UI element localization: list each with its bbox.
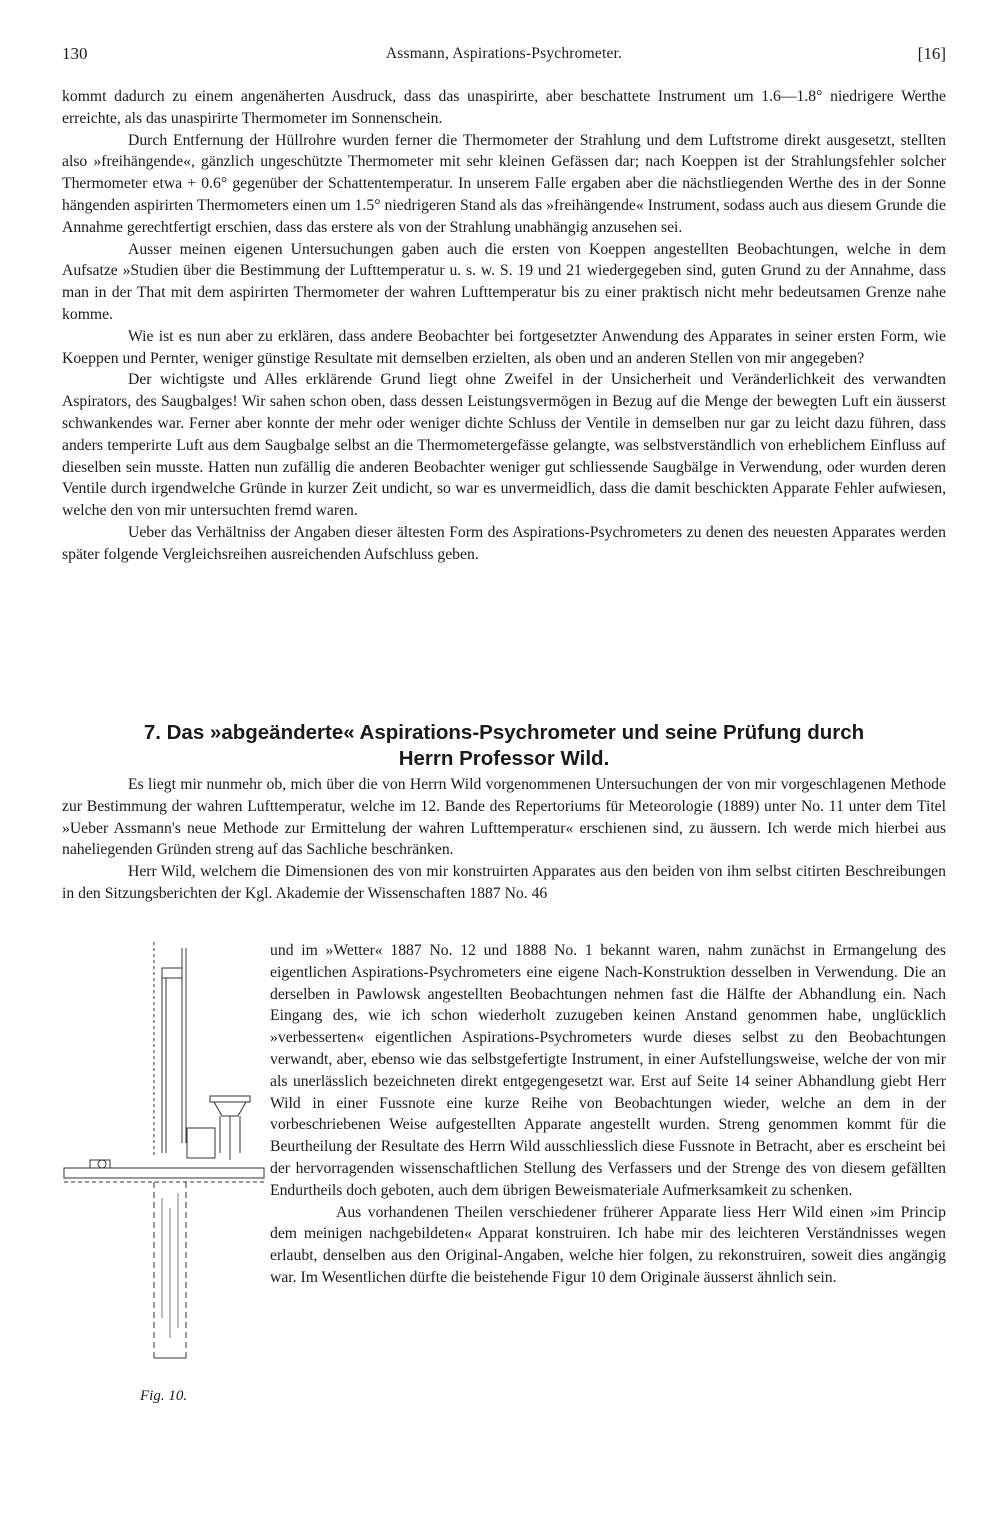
section-text xyxy=(62,774,946,905)
paragraph: und im »Wetter« 1887 No. 12 und 1888 No. 1 bekannt waren, nahm zunächst in Ermangelung des eigentlichen Aspirations-Psychrometers eine eigene Nach-Konstruktion desselben in Verwendung. Die an derselben in Pawlowsk angestellten Beobachtungen nehmen fast die Hälfte der Abhandlung ein. Nach Eingang des, wie ich schon wiederholt zuzugeben keinen Anstand genommen habe, unglücklich »verbesserten« eigentlichen Aspirations-Psychrometers wurde dieses selbst zu den Beobachtungen verwandt, aber, ebenso wie das selbstgefertigte Instrument, in einer Aufstellungsweise, welche der von mir als unerlässlich bezeichneten direkt entgegengesetzt war. Erst auf Seite 14 seiner Abhandlung giebt Herr Wild in einer Fussnote eine kurze Reihe von Beobachtungen wieder, welche an dem in der vorbeschriebenen Weise aufgestellten Apparate angestellt wurden. Streng genommen kommt für die Beurtheilung der Resultate des Herrn Wild ausschliesslich diese Fussnote in Betracht, aber es erscheint bei der hervorragenden wissenschaftlichen Stellung des Verfassers und der Strenge des von diesem gefällten Endurtheils doch geboten, auch dem übrigen Beweismateriale Aufmerksamkeit zu schenken. xyxy=(270,942,946,1199)
section-marker: [16] xyxy=(917,44,946,63)
paragraph: Der wichtigste und Alles erklärende Grund liegt ohne Zweifel in der Unsicherheit und Veränderlichkeit des verwandten Aspirators, des Saugbalges! Wir sahen schon oben, dass dessen Leistungsvermögen in Bezug auf die Menge der bewegten Luft ein äusserst schwankendes war. Ferner aber konnte der mehr oder weniger dichte Schluss der Ventile in demselben nur gar zu leicht dazu führen, dass anders temperirte Luft aus dem Saugbalge selbst an die Thermometergefässe gelangte, was selbstverständlich von erheblichem Einfluss auf dieselben sein musste. Hatten nun zufällig die anderen Beobachter weniger gut schliessende Saugbälge in Verwendung, oder wurden deren Ventile durch irgendwelche Gründe in kurzer Zeit undicht, so war es unvermeidlich, dass die damit beschickten Apparate Fehler aufwiesen, welche den von mir untersuchten fremd waren. xyxy=(62,371,946,520)
paragraph: Es liegt mir nunmehr ob, mich über die von Herrn Wild vorgenommenen Untersuchungen der von mir vorgeschlagenen Methode zur Bestimmung der wahren Lufttemperatur, welche im 12. Bande des Repertoriums für Meteorologie (1889) unter No. 11 unter dem Titel »Ueber Assmann's neue Methode zur Ermittelung der wahren Lufttemperatur« erschienen sind, zu äussern. Ich werde mich hierbei aus naheliegenden Gründen streng auf das Sachliche beschränken. xyxy=(62,776,946,859)
paragraph: kommt dadurch zu einem angenäherten Ausdruck, dass das unaspirirte, aber beschattete Instrument um 1.6—1.8° niedrigere Werthe erreichte, als das unaspirirte Thermometer im Sonnenschein. xyxy=(62,88,946,127)
paragraph: Ausser meinen eigenen Untersuchungen gaben auch die ersten von Koeppen angestellten Beobachtungen, welche in dem Aufsatze »Studien über die Bestimmung der Lufttemperatur u. s. w. S. 19 und 21 wiedergegeben sind, guten Grund zu der Annahme, dass man in der That mit dem aspirirten Thermometer der wahren Lufttemperatur bis zu einer praktisch nicht mehr bedeutsamen Grenze nahe komme. xyxy=(62,240,946,323)
wrapped-text-column xyxy=(270,940,946,1289)
running-head: Assmann, Aspirations-Psychrometer. xyxy=(385,45,623,62)
page-header xyxy=(62,44,946,70)
figure-10-psychrometer-drawing xyxy=(62,938,267,1378)
paragraph: Aus vorhandenen Theilen verschiedener früherer Apparate liess Herr Wild einen »im Princip dem meinigen nachgebildeten« Apparat konstruiren. Ich habe mir des leichteren Verständnisses wegen erlaubt, denselben aus den Original-Angaben, welche hier folgen, zu rekonstruiren, soweit dies angängig war. Im Wesentlichen dürfte die beistehende Figur 10 dem Originale äusserst ähnlich sein. xyxy=(270,1203,946,1286)
paragraph: Durch Entfernung der Hüllrohre wurden ferner die Thermometer der Strahlung und dem Luftstrome direkt ausgesetzt, stellten also »freihängende«, gänzlich ungeschützte Thermometer mit sehr kleinen Gefässen dar; nach Koeppen ist der Strahlungsfehler solcher Thermometer etwa + 0.6° gegenüber der Schattentemperatur. In unserem Falle ergaben aber die nächstliegenden Werthe des in der Sonne hängenden aspirirten Thermometers einen um 1.5° niedrigeren Stand als das »freihängende« Instrument, sodass auch aus diesem Grunde die Annahme gerechtfertigt erschien, dass das erstere als von der Strahlung unabhängig anzusehen sei. xyxy=(62,131,946,236)
page-number: 130 xyxy=(62,44,88,63)
section-heading xyxy=(62,720,946,772)
figure-caption: Fig. 10. xyxy=(140,1388,188,1404)
document-page xyxy=(62,0,946,1540)
paragraph: Wie ist es nun aber zu erklären, dass andere Beobachter bei fortgesetzter Anwendung des Apparates in seiner ersten Form, wie Koeppen und Pernter, weniger günstige Resultate mit demselben erzielten, als oben und an anderen Stellen von mir angegeben? xyxy=(62,327,946,367)
psychrometer-illustration xyxy=(62,938,267,1378)
section-heading-line-1: 7. Das »abgeänderte« Aspirations-Psychrometer und seine Prüfung durch xyxy=(143,721,865,744)
body-text xyxy=(62,86,946,566)
paragraph: Ueber das Verhältniss der Angaben dieser ältesten Form des Aspirations-Psychrometers zu denen des neuesten Apparates werden später folgende Vergleichsreihen ausreichenden Aufschluss geben. xyxy=(62,523,946,563)
paragraph: Herr Wild, welchem die Dimensionen des von mir konstruirten Apparates aus den beiden von ihm selbst citirten Beschreibungen in den Sitzungsberichten der Kgl. Akademie der Wissenschaften 1887 No. 46 xyxy=(62,863,946,902)
section-heading-line-2: Herrn Professor Wild. xyxy=(398,747,610,770)
